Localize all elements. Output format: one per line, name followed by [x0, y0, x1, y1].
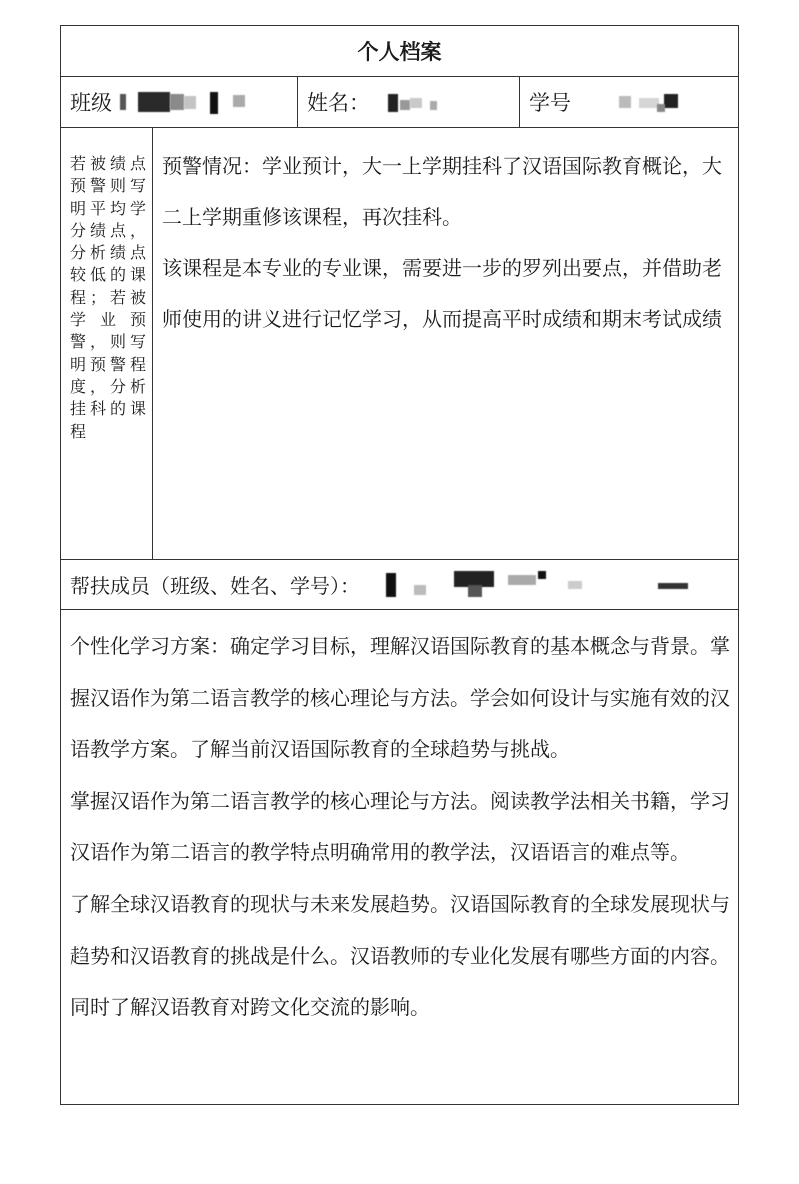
- learning-plan-section: [61, 609, 738, 1104]
- helper-members-value-redacted: [368, 571, 668, 597]
- student-id-cell: [520, 76, 738, 127]
- warning-instructions-text: 若被绩点预警则写明平均学分绩点，分析绩点较低的课程；若被学业预警，则写明预警程度，分析挂科的课程: [70, 154, 146, 441]
- plan-paragraph: 个性化学习方案：确定学习目标，理解汉语国际教育的基本概念与背景。掌握汉语作为第二语言教学的核心理论与方法。学会如何设计与实施有效的汉语教学方案。了解当前汉语国际教育的全球趋势与挑战。: [70, 634, 730, 762]
- warning-paragraph: 该课程是本专业的专业课，需要进一步的罗列出要点，并借助老师使用的讲义进行记忆学习，从而提高平时成绩和期末考试成绩: [162, 256, 722, 331]
- student-info-row: [61, 76, 738, 127]
- class-label: 班级: [70, 90, 112, 115]
- class-cell: [61, 76, 298, 127]
- warning-section: [61, 127, 738, 559]
- name-value-redacted: [378, 92, 468, 112]
- student-id-label: 学号: [529, 90, 571, 115]
- name-cell: [298, 76, 520, 127]
- warning-details: [153, 127, 738, 559]
- personal-profile-form: [60, 25, 739, 1105]
- plan-paragraph: 了解全球汉语教育的现状与未来发展趋势。汉语国际教育的全球发展现状与趋势和汉语教育的挑战是什么。汉语教师的专业化发展有哪些方面的内容。同时了解汉语教育对跨文化交流的影响。: [70, 891, 730, 1020]
- plan-paragraph: 掌握汉语作为第二语言教学的核心理论与方法。阅读教学法相关书籍，学习汉语作为第二语言的教学特点明确常用的教学法，汉语语言的难点等。: [70, 788, 730, 865]
- form-title: 个人档案: [357, 40, 442, 64]
- helper-members-row: [61, 559, 738, 609]
- warning-paragraph: 预警情况：学业预计，大一上学期挂科了汉语国际教育概论，大二上学期重修该课程，再次挂科。: [162, 154, 722, 229]
- student-id-value-redacted: [579, 92, 709, 112]
- warning-instructions: [61, 127, 153, 559]
- helper-members-label: 帮扶成员（班级、姓名、学号）：: [70, 573, 360, 598]
- name-label: 姓名：: [307, 90, 370, 115]
- class-value-redacted: [120, 92, 260, 112]
